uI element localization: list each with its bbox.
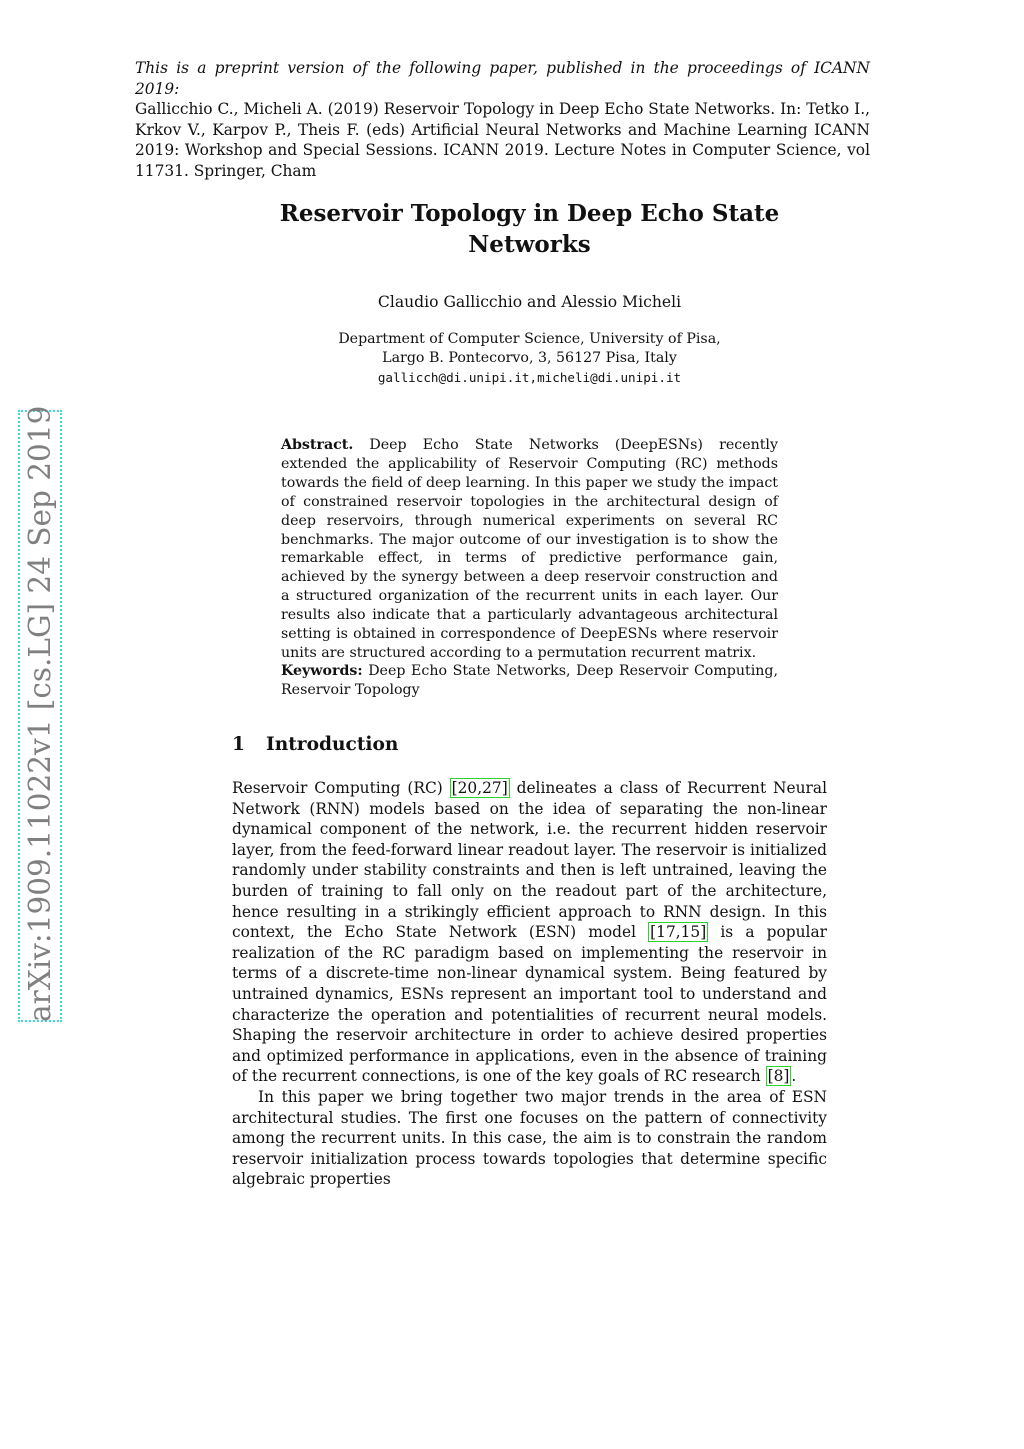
citation-link-8[interactable]: [8] [767, 1067, 790, 1086]
abstract-label: Abstract. [281, 437, 354, 453]
title-line-1: Reservoir Topology in Deep Echo State [279, 200, 780, 227]
paragraph-1 [232, 778, 827, 1087]
title-line-2: Networks [468, 231, 591, 258]
section-title: Introduction [266, 734, 399, 755]
arxiv-stamp[interactable]: arXiv:1909.11022v1 [cs.LG] 24 Sep 2019 [23, 405, 57, 1022]
abstract-text: Deep Echo State Networks (DeepESNs) recently extended the applicability of Reservoir Computing (RC) methods towards the field of deep learning. In this paper we study the impact of constrained reservoir topologies in the architectural design of deep reservoirs, through numerical experiments on several RC benchmarks. The major outcome of our investigation is to show the remarkable effect, in terms of predictive performance gain, achieved by the synergy between a deep reservoir construction and a structured organization of the recurrent units in each layer. Our results also indicate that a particularly advantageous architectural setting is obtained in correspondence of DeepESNs where reservoir units are structured according to a permutation recurrent matrix. [281, 437, 778, 661]
citation-link-17-15[interactable]: [17,15] [650, 923, 707, 942]
affiliation-line-1: Department of Computer Science, University of Pisa, [338, 331, 721, 347]
paper-title [232, 198, 827, 260]
abstract [281, 436, 778, 663]
keywords-text: Deep Echo State Networks, Deep Reservoir Computing, Reservoir Topology [281, 663, 778, 698]
author-emails: gallicch@di.unipi.it,micheli@di.unipi.it [377, 370, 682, 386]
paragraph-1-part-c: is a popular realization of the RC paradigm based on implementing the reservoir in terms of a discrete-time non-linear dynamical system. Being featured by untrained dynamics, ESNs represent an important tool to understand and characterize the operation and potentialities of recurrent neural models. Shaping the reservoir architecture in order to achieve desired properties and optimized performance in applications, even in the absence of training of the recurrent connections, is one of the key goals of RC research [232, 923, 827, 1086]
section-heading [232, 733, 827, 757]
paragraph-1-part-b: delineates a class of Recurrent Neural Network (RNN) models based on the idea of separating the non-linear dynamical component of the network, i.e. the recurrent hidden reservoir layer, from the feed-forward linear readout layer. The reservoir is initialized randomly under stability constraints and then is left untrained, leaving the burden of training to fall only on the readout part of the architecture, hence resulting in a strikingly efficient approach to RNN design. In this context, the Echo State Network (ESN) model [232, 779, 827, 942]
paragraph-1-part-d: . [791, 1067, 797, 1086]
preprint-italic-line: This is a preprint version of the following paper, published in the proceedings of ICANN 2019: [135, 59, 870, 98]
authors: Claudio Gallicchio and Alessio Micheli [377, 293, 682, 311]
keywords [281, 662, 778, 700]
paragraph-1-part-a: Reservoir Computing (RC) [232, 779, 450, 797]
citation-link-20-27[interactable]: [20,27] [451, 779, 508, 797]
affiliation-line-2: Largo B. Pontecorvo, 3, 56127 Pisa, Italy [382, 350, 677, 367]
keywords-label: Keywords: [281, 663, 363, 679]
section-number: 1 [232, 734, 245, 755]
preprint-citation: Gallicchio C., Micheli A. (2019) Reservoir Topology in Deep Echo State Networks. In: Tetko I., Krkov V., Karpov P., Theis F. (eds) Artificial Neural Networks and Machine Learning ICANN 2019: Workshop and Special Sessions. ICANN 2019. Lecture Notes in Computer Science, vol 11731. Springer, Cham [135, 100, 870, 180]
body-text [232, 778, 827, 1190]
preprint-notice [135, 58, 870, 182]
paragraph-2: In this paper we bring together two major trends in the area of ESN architectural studies. The first one focuses on the pattern of connectivity among the recurrent units. In this case, the aim is to constrain the random reservoir initialization process towards topologies that determine specific algebraic properties [232, 1087, 827, 1189]
affiliation [232, 330, 827, 388]
